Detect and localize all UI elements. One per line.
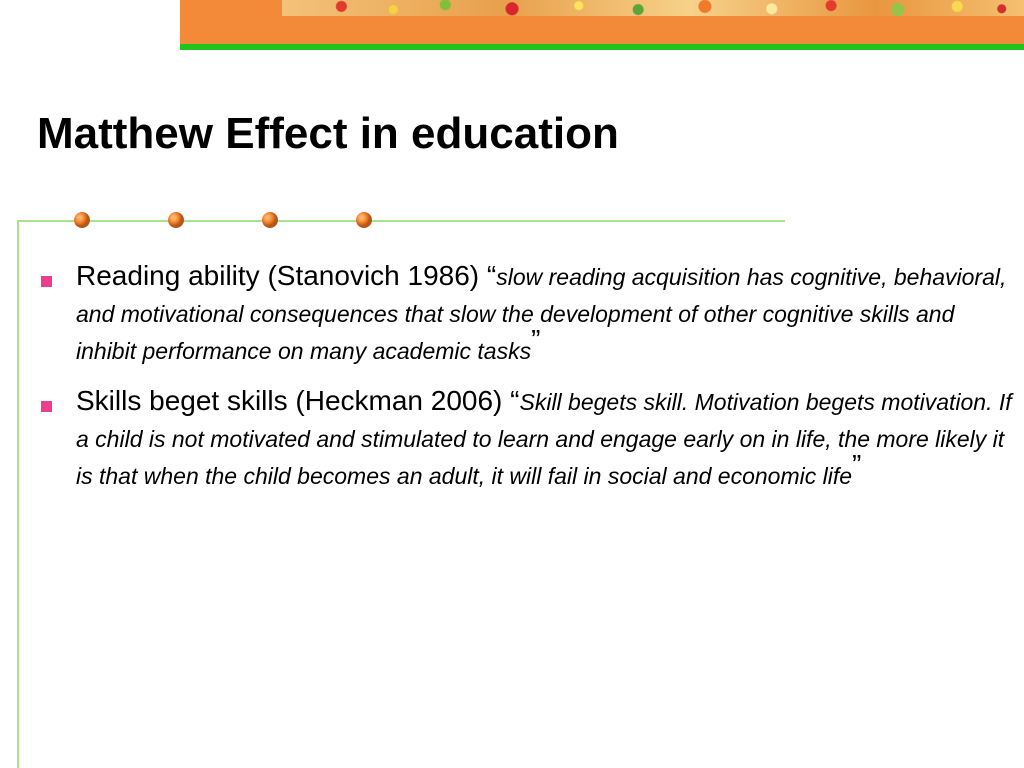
- flower-banner-image: [282, 0, 1024, 16]
- header-accent-line: [180, 44, 1024, 50]
- close-quote: ”: [531, 324, 541, 355]
- left-vertical-rule: [17, 220, 19, 768]
- bullet-quote: slow reading acquisition has cognitive, behavioral, and motivational consequences that slow the development of other cognitive skills and inhibit performance on many academic tasks: [76, 264, 1007, 364]
- bullet-item-heckman: [37, 383, 1017, 494]
- open-quote: “: [510, 385, 520, 416]
- open-quote: “: [486, 260, 497, 291]
- slide-title: Matthew Effect in education: [37, 109, 619, 158]
- bullet-lead: Reading ability (Stanovich 1986): [76, 260, 487, 291]
- orange-dot-icon: [74, 212, 90, 228]
- square-bullet-icon: [41, 276, 52, 287]
- bullet-quote: Skill begets skill. Motivation begets motivation. If a child is not motivated and stimulated to learn and engage early on in life, the more likely it is that when the child becomes an adult, it will fail in social and economic life: [76, 389, 1012, 489]
- bullet-list: [37, 258, 1017, 508]
- bullet-lead: Skills beget skills (Heckman 2006): [76, 385, 511, 416]
- orange-dot-icon: [168, 212, 184, 228]
- bullet-item-stanovich: [37, 258, 1017, 369]
- title-divider: [17, 220, 785, 222]
- orange-dot-icon: [356, 212, 372, 228]
- orange-dot-icon: [262, 212, 278, 228]
- close-quote: ”: [852, 449, 862, 480]
- square-bullet-icon: [41, 401, 52, 412]
